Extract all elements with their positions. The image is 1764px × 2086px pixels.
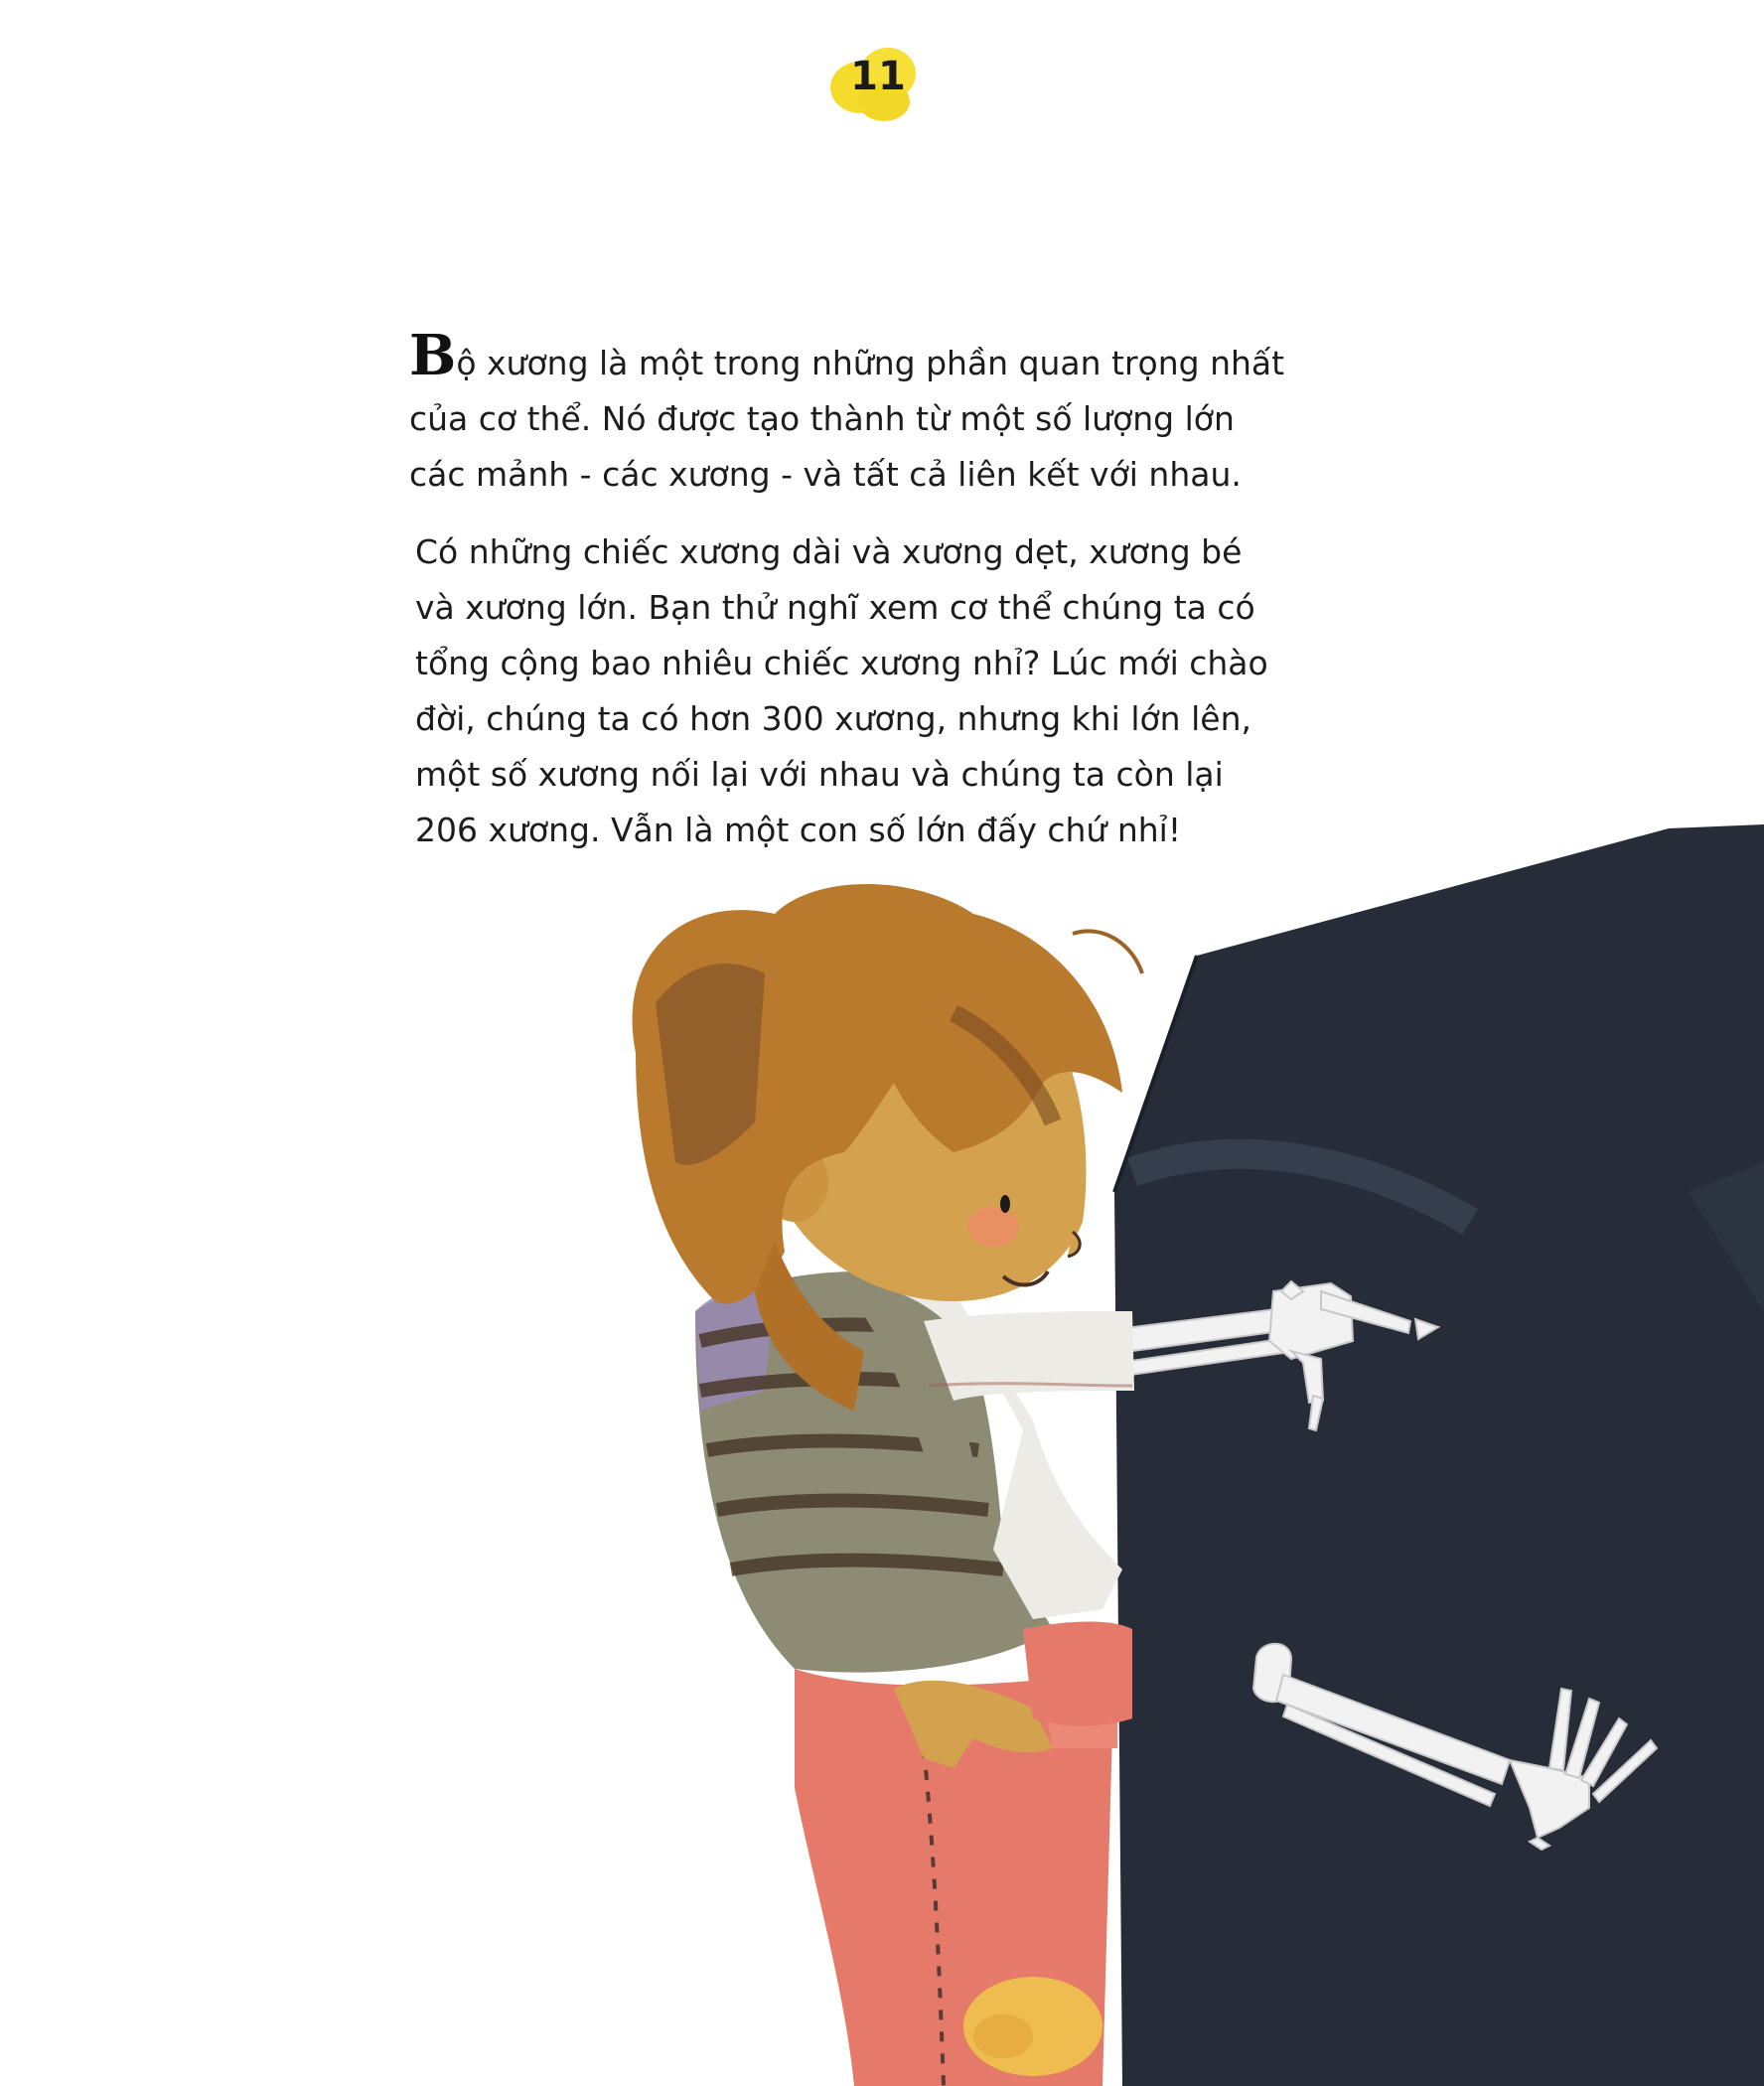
xray-screen	[1114, 824, 1764, 2086]
text-line: Có những chiếc xương dài và xương dẹt, xương bé	[415, 532, 1243, 571]
text-line: một số xương nối lại với nhau và chúng ta còn lại	[415, 755, 1224, 794]
text-line: tổng cộng bao nhiêu chiếc xương nhỉ? Lúc mới chào	[415, 644, 1268, 682]
text-line: và xương lớn. Bạn thử nghĩ xem cơ thể chúng ta có	[415, 588, 1255, 627]
text-line: các mảnh - các xương - và tất cả liên kết với nhau.	[409, 455, 1242, 494]
text-line: 206 xương. Vẫn là một con số lớn đấy chứ nhỉ!	[415, 811, 1182, 849]
boy-reaching-sleeve	[924, 1311, 1134, 1401]
text-line: đời, chúng ta có hơn 300 xương, nhưng khi lớn lên,	[415, 699, 1251, 738]
page-number: 11	[850, 54, 906, 99]
text-line: của cơ thể. Nó được tạo thành từ một số lượng lớn	[409, 399, 1235, 438]
drop-cap: B	[409, 323, 457, 388]
boy-reaching-leg	[1023, 1622, 1132, 1726]
text-line-content: ộ xương là một trong những phần quan trọng nhất	[456, 344, 1285, 382]
